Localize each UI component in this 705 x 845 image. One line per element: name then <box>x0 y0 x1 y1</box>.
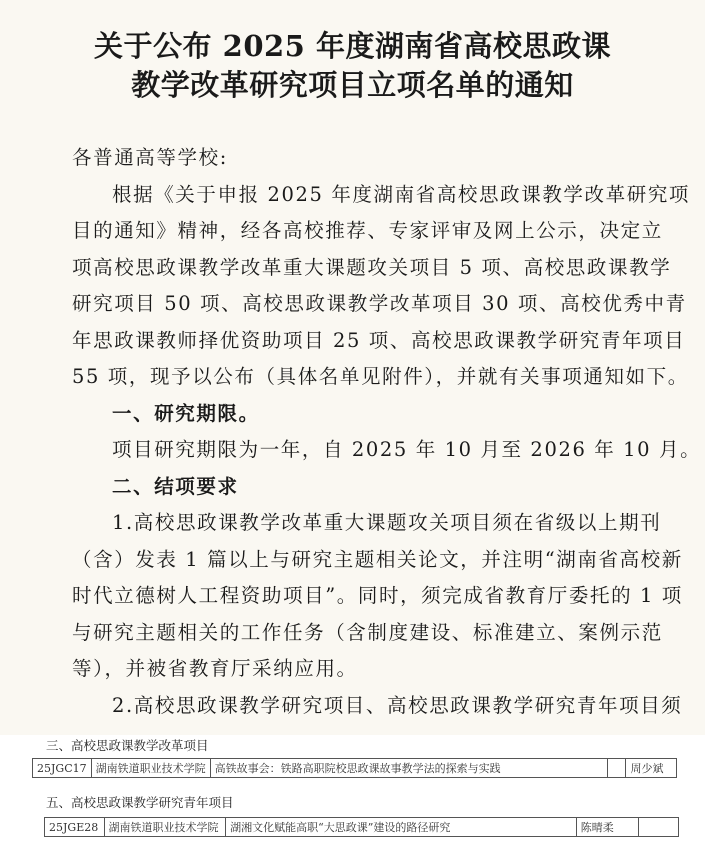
paragraph-line: 根据《关于申报 2025 年度湖南省高校思政课教学改革研究项 <box>112 183 691 206</box>
requirement-line: 时代立德树人工程资助项目”。同时，须完成省教育厅委托的 1 项 <box>72 584 683 607</box>
requirement-line: 与研究主题相关的工作任务（含制度建设、标准建立、案例示范 <box>72 621 663 644</box>
person-cell: 周少斌 <box>626 759 677 778</box>
excerpt-table-row <box>44 817 679 837</box>
requirement-line: 2.高校思政课教学研究项目、高校思政课教学研究青年项目须 <box>112 694 683 717</box>
notice-title-line-2: 教学改革研究项目立项名单的通知 <box>131 68 574 102</box>
paragraph-line: 研究项目 50 项、高校思政课教学改革项目 30 项、高校优秀中青 <box>72 292 687 315</box>
paragraph-line: 项高校思政课教学改革重大课题攻关项目 5 项、高校思政课教学 <box>72 256 672 279</box>
project-code-cell: 25JGE28 <box>45 818 105 837</box>
school-cell: 湖南铁道职业技术学院 <box>104 818 226 837</box>
requirement-line: 1.高校思政课教学改革重大课题攻关项目须在省级以上期刊 <box>112 511 662 534</box>
paragraph-line: 目的通知》精神，经各高校推荐、专家评审及网上公示，决定立 <box>72 219 663 242</box>
section-heading-completion-requirements: 二、结项要求 <box>112 475 239 498</box>
person-cell: 陈晴柔 <box>576 818 638 837</box>
paragraph-line: 55 项，现予以公布（具体名单见附件），并就有关事项通知如下。 <box>72 365 689 388</box>
requirement-line: 等），并被省教育厅采纳应用。 <box>72 657 358 680</box>
excerpt-section-title: 三、高校思政课教学改革项目 <box>46 738 209 753</box>
project-title-cell: 高铁故事会：铁路高职院校思政课故事教学法的探索与实践 <box>210 759 607 778</box>
school-cell: 湖南铁道职业技术学院 <box>91 759 210 778</box>
salutation: 各普通高等学校: <box>72 146 228 169</box>
excerpt-youth-projects <box>0 788 705 845</box>
notice-title-line-1: 关于公布 2025 年度湖南省高校思政课 <box>94 29 611 63</box>
research-period-text: 项目研究期限为一年，自 2025 年 10 月至 2026 年 10 月。 <box>112 438 702 461</box>
section-heading-research-period: 一、研究期限。 <box>112 402 260 425</box>
requirement-line: （含）发表 1 篇以上与研究主题相关论文，并注明“湖南省高校新 <box>72 548 683 571</box>
excerpt-table-row <box>32 758 677 778</box>
excerpt-reform-projects <box>0 735 705 785</box>
empty-cell <box>639 818 679 837</box>
paragraph-line: 年思政课教师择优资助项目 25 项、高校思政课教学研究青年项目 <box>72 329 686 352</box>
project-title-cell: 湖湘文化赋能高职“大思政课”建设的路径研究 <box>226 818 577 837</box>
project-code-cell: 25JGC17 <box>33 759 92 778</box>
empty-cell <box>607 759 625 778</box>
excerpt-section-title: 五、高校思政课教学研究青年项目 <box>46 795 234 810</box>
